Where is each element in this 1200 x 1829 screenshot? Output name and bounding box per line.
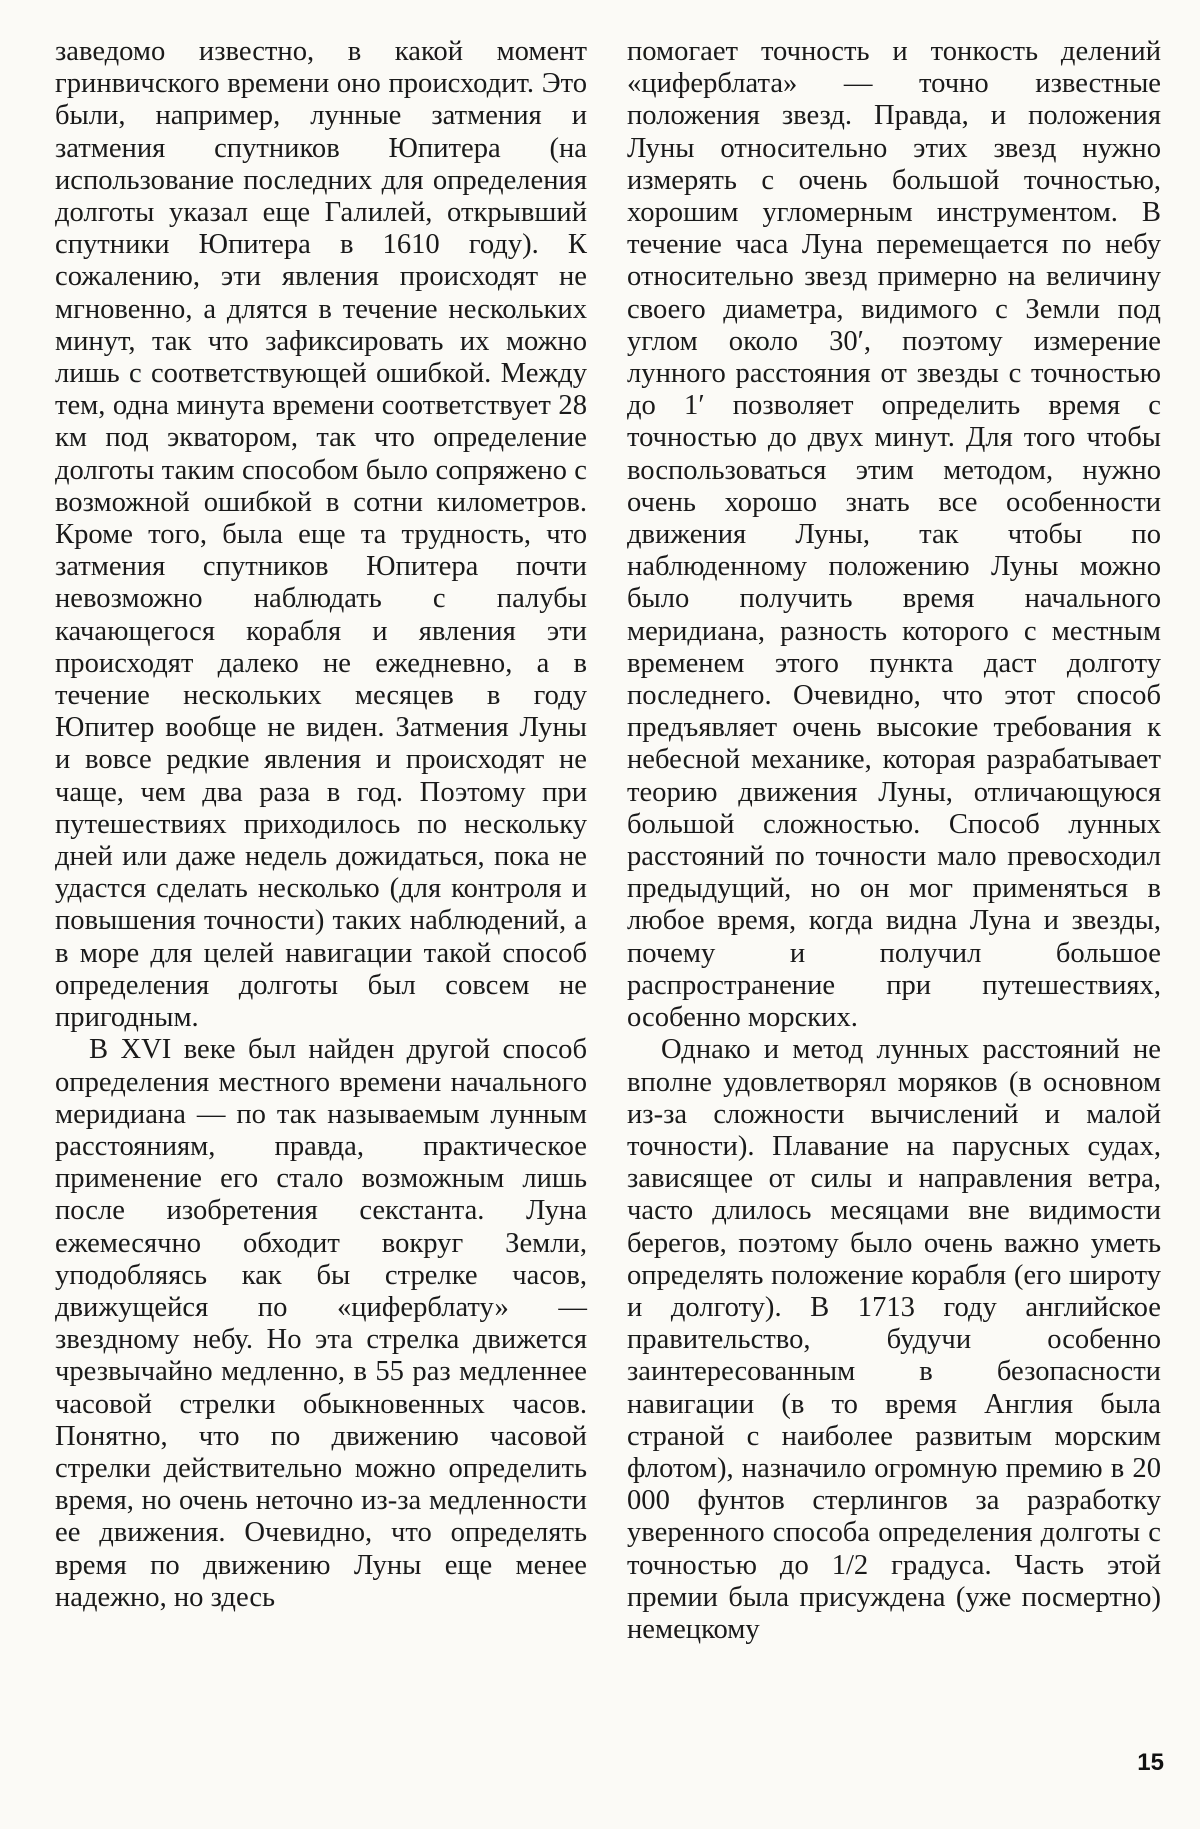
right-column [627, 36, 1161, 1646]
right-paragraph-2: Однако и метод лунных расстояний не вполне удовлетворял моряков (в основном из-за сложности вычислений и малой точности). Плавание на парусных судах, зависящее от силы и направления ветра, часто длилось месяцами вне видимости берегов, поэтому было очень важно уметь определять положение корабля (его широту и долготу). В 1713 году английское правительство, будучи особенно заинтересованным в безопасности навигации (в то время Англия была страной с наиболее развитым морским флотом), назначило огромную премию в 20 000 фунтов стерлингов за разработку уверенного способа определения долготы с точностью до 1/2 градуса. Часть этой премии была присуждена (уже посмертно) немецкому [627, 1034, 1161, 1645]
left-paragraph-1: заведомо известно, в какой момент гринвичского времени оно происходит. Это были, например, лунные затмения и затмения спутников Юпитера (на использование последних для определения долготы указал еще Галилей, открывший спутники Юпитера в 1610 году). К сожалению, эти явления происходят не мгновенно, а длятся в течение нескольких минут, так что зафиксировать их можно лишь с соответствующей ошибкой. Между тем, одна минута времени соответствует 28 км под экватором, так что определение долготы таким способом было сопряжено с возможной ошибкой в сотни километров. Кроме того, была еще та трудность, что затмения спутников Юпитера почти невозможно наблюдать с палубы качающегося корабля и явления эти происходят далеко не ежедневно, а в течение нескольких месяцев в году Юпитер вообще не виден. Затмения Луны и вовсе редкие явления и происходят не чаще, чем два раза в год. Поэтому при путешествиях приходилось по нескольку дней или даже недель дожидаться, пока не удастся сделать несколько (для контроля и повышения точности) таких наблюдений, а в море для целей навигации такой способ определения долготы был совсем не пригодным. [55, 36, 587, 1034]
left-paragraph-2: В XVI веке был найден другой способ определения местного времени начального меридиана — по так называемым лунным расстояниям, правда, практическое применение его стало возможным лишь после изобретения секстанта. Луна ежемесячно обходит вокруг Земли, уподобляясь как бы стрелке часов, движущейся по «циферблату» — звездному небу. Но эта стрелка движется чрезвычайно медленно, в 55 раз медленнее часовой стрелки обыкновенных часов. Понятно, что по движению часовой стрелки действительно можно определить время, но очень неточно из-за медленности ее движения. Очевидно, что определять время по движению Луны еще менее надежно, но здесь [55, 1034, 587, 1613]
left-column [55, 36, 587, 1614]
right-paragraph-1: помогает точность и тонкость делений «циферблата» — точно известные положения звезд. Правда, и положения Луны относительно этих звезд нужно измерять с очень большой точностью, хорошим угломерным инструментом. В течение часа Луна перемещается по небу относительно звезд примерно на величину своего диаметра, видимого с Земли под углом около 30′, поэтому измерение лунного расстояния от звезды с точностью до 1′ позволяет определить время с точностью до двух минут. Для того чтобы воспользоваться этим методом, нужно очень хорошо знать все особенности движения Луны, так чтобы по наблюденному положению Луны можно было получить время начального меридиана, разность которого с местным временем этого пункта даст долготу последнего. Очевидно, что этот способ предъявляет очень высокие требования к небесной механике, которая разрабатывает теорию движения Луны, отличающуюся большой сложностью. Способ лунных расстояний по точности мало превосходил предыдущий, но он мог применяться в любое время, когда видна Луна и звезды, почему и получил большое распространение при путешествиях, особенно морских. [627, 36, 1161, 1034]
page-number: 15 [1137, 1749, 1164, 1776]
